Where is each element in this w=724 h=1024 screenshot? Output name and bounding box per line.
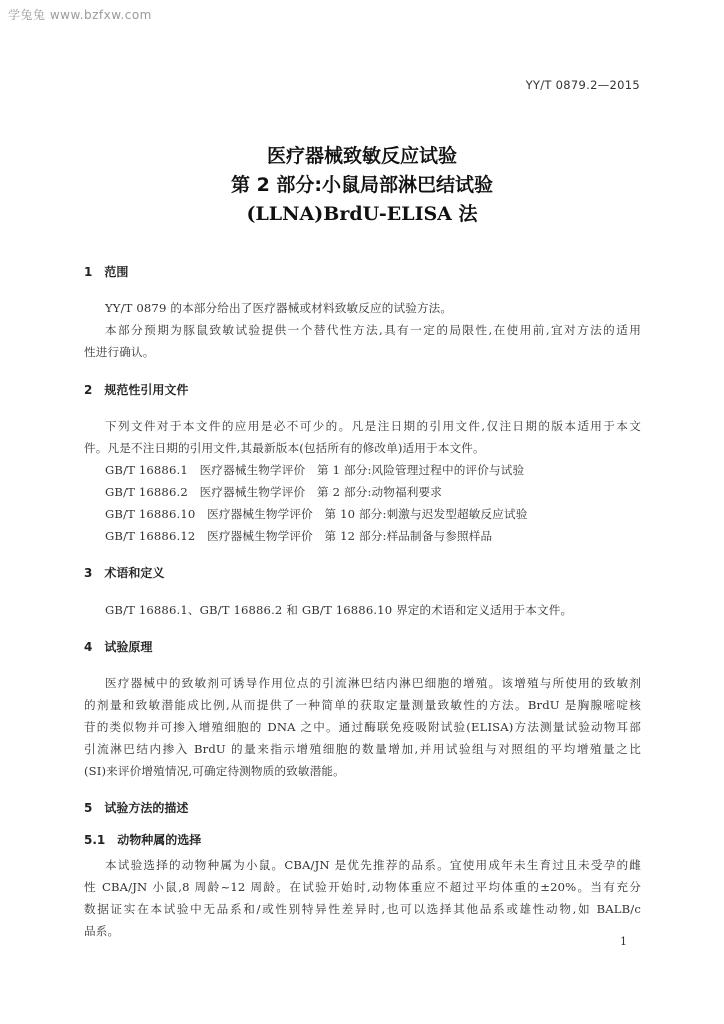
s5-line-3: 数据证实在本试验中无品系和/或性别特异性差异时,也可以选择其他品系或雄性动物,如 BALB/c [84,902,641,916]
section-4-heading: 4 试验原理 [84,640,153,654]
s1-line-3: 性进行确认。 [84,345,155,359]
s4-line-2: 的剂量和致敏潜能成比例,从而提供了一种简单的获取定量测量致敏性的方法。BrdU 是胸腺嘧啶核 [84,698,641,712]
title-line-2: 第 2 部分:小鼠局部淋巴结试验 [230,174,494,196]
s1-line-2: 本部分预期为豚鼠致敏试验提供一个替代性方法,具有一定的局限性,在使用前,宜对方法的适用 [105,323,641,337]
s4-line-3: 苷的类似物并可掺入增殖细胞的 DNA 之中。通过酶联免疫吸附试验(ELISA)方法测量试验动物耳部 [84,720,641,734]
s4-line-5: (SI)来评价增殖情况,可确定待测物质的致敏潜能。 [84,764,345,778]
s1-line-1: YY/T 0879 的本部分给出了医疗器械或材料致敏反应的试验方法。 [105,301,453,315]
s5-line-4: 品系。 [84,924,120,938]
s5-line-1: 本试验选择的动物种属为小鼠。CBA/JN 是优先推荐的品系。宜使用成年未生育过且未受孕的雌 [105,858,641,872]
reference-item: GB/T 16886.1 医疗器械生物学评价 第 1 部分:风险管理过程中的评价与试验 [105,463,525,477]
s4-line-4: 引流淋巴结内掺入 BrdU 的量来指示增殖细胞的数量增加,并用试验组与对照组的平均增殖量之比 [84,742,641,756]
section-2-heading: 2 规范性引用文件 [84,383,189,397]
reference-item: GB/T 16886.12 医疗器械生物学评价 第 12 部分:样品制备与参照样品 [105,529,493,543]
reference-item: GB/T 16886.2 医疗器械生物学评价 第 2 部分:动物福利要求 [105,485,442,499]
title-line-3: (LLNA)BrdU-ELISA 法 [246,203,478,225]
watermark: 学兔兔 www.bzfxw.com [8,8,152,22]
page-number: 1 [620,935,627,948]
standard-number: YY/T 0879.2—2015 [525,78,640,92]
section-5-1-heading: 5.1 动物种属的选择 [84,833,202,847]
reference-item: GB/T 16886.10 医疗器械生物学评价 第 10 部分:刺激与迟发型超敏反应试验 [105,507,528,521]
s4-line-1: 医疗器械中的致敏剂可诱导作用位点的引流淋巴结内淋巴细胞的增殖。该增殖与所使用的致敏剂 [105,676,641,690]
s5-line-2: 性 CBA/JN 小鼠,8 周龄~12 周龄。在试验开始时,动物体重应不超过平均体重的±20%。当有充分 [84,880,641,894]
s2-line-2: 件。凡是不注日期的引用文件,其最新版本(包括所有的修改单)适用于本文件。 [84,441,485,455]
section-1-heading: 1 范围 [84,265,129,279]
section-5-heading: 5 试验方法的描述 [84,801,189,815]
s3-line-1: GB/T 16886.1、GB/T 16886.2 和 GB/T 16886.10 界定的术语和定义适用于本文件。 [105,603,573,617]
s2-line-1: 下列文件对于本文件的应用是必不可少的。凡是注日期的引用文件,仅注日期的版本适用于本文 [105,419,641,433]
title-line-1: 医疗器械致敏反应试验 [266,145,457,167]
section-3-heading: 3 术语和定义 [84,566,165,580]
